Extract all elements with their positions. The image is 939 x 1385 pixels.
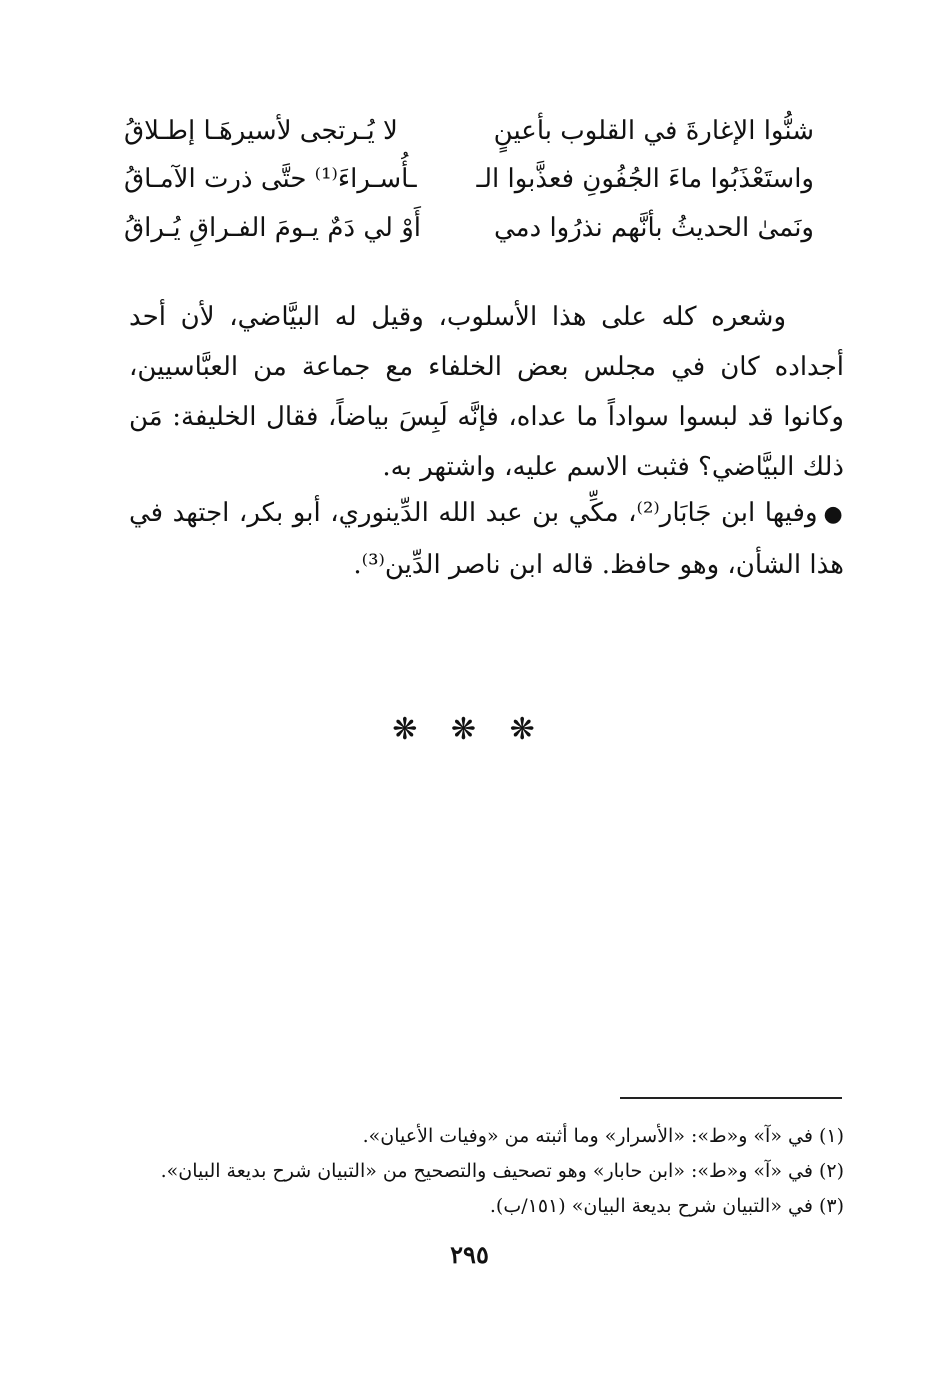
section-separator: ❋ ❋ ❋ [392,712,547,747]
body-paragraph-entry [129,488,844,590]
poem-verse [124,164,814,210]
poem-verse [124,213,814,259]
verse-second-hemistich: لا يُـرتجى لأسيرهَـا إطـلاقُ [124,116,398,146]
verse-first-hemistich: ونَمىٰ الحديثُ بأنَّهم نذرُوا دمي [494,213,814,243]
verse-first-hemistich: شنُّوا الإغارةَ في القلوب بأعينٍ [493,116,814,146]
footnote: (١) في «آ» و«ط»: «الأسرار» وما أثبته من «وفيات الأعيان». [362,1125,844,1147]
entry-text: وفيها ابن جَابَار⁽²⁾، مكِّي بن عبد الله الدِّينوري، أبو بكر، اجتهد في هذا الشأن، وهو حافظ. قاله ابن ناصر الدِّين⁽³⁾. [129,498,844,580]
footnote: (٣) في «التبيان شرح بديعة البيان» (١٥١/ب). [489,1195,844,1217]
poem-verse [124,116,814,162]
body-paragraph: وشعره كله على هذا الأسلوب، وقيل له البيَّاضي، لأن أحد أجداده كان في مجلس بعض الخلفاء مع جماعة من العبَّاسيين، وكانوا قد لبسوا سواداً ما عداه، فإنَّه لَبِسَ بياضاً، فقال الخليفة: مَن ذلك البيَّاضي؟ فثبت الاسم عليه، واشتهر به. [129,302,844,482]
page-number: ٢٩٥ [450,1240,489,1269]
footnote: (٢) في «آ» و«ط»: «ابن حابار» وهو تصحيف والتصحيح من «التبيان شرح بديعة البيان». [160,1160,844,1182]
verse-first-hemistich: واستَعْذَبُوا ماءَ الجُفُونِ فعذَّبوا الـ [476,164,814,194]
bullet-icon: ● [823,502,844,527]
verse-second-hemistich: أَوْ لي دَمٌ يـومَ الفـراقِ يُـراقُ [124,213,422,243]
footnote-divider [620,1097,842,1099]
verse-second-hemistich: ـأُسـراءَ⁽¹⁾ حتَّى ذرت الآمـاقُ [124,164,417,194]
